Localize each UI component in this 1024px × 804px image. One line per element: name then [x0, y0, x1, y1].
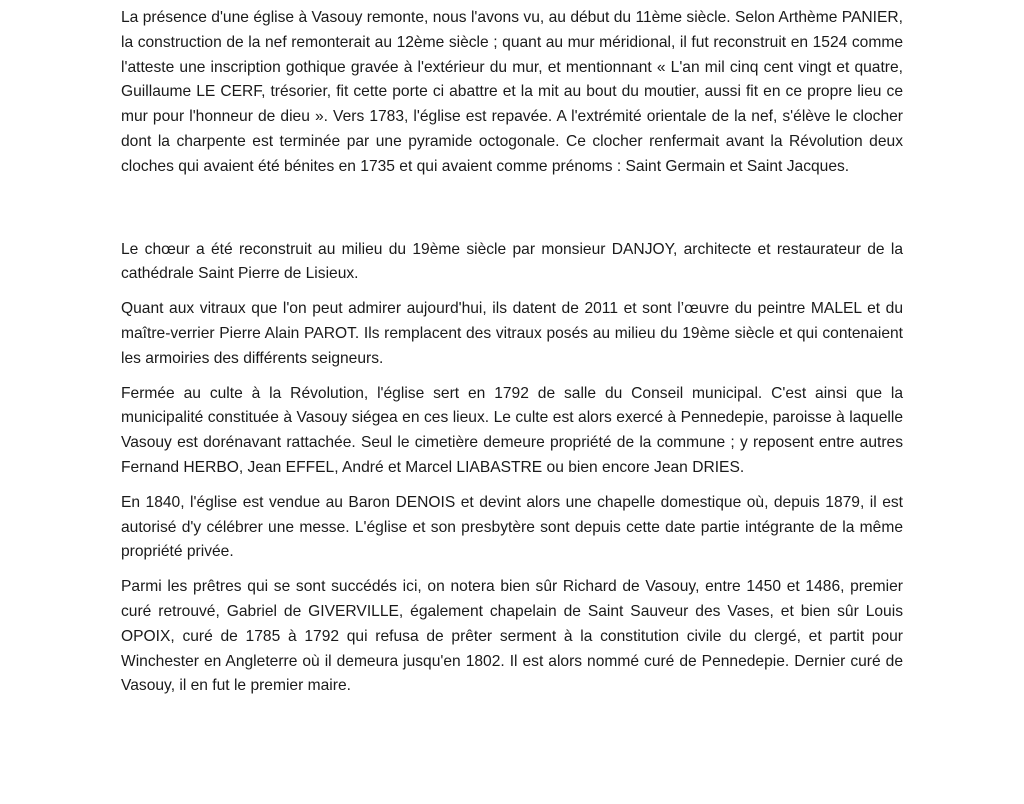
paragraph-stained-glass: Quant aux vitraux que l'on peut admirer aujourd'hui, ils datent de 2011 et sont l’œuvre du peintre MALEL et du maître-verrier Pierre Alain PAROT. Ils remplacent des vitraux posés au milieu du 19ème siècle et qui contenaient les armoiries des différents seigneurs. [121, 300, 903, 367]
document-page [121, 6, 903, 699]
paragraph-revolution: Fermée au culte à la Révolution, l'église sert en 1792 de salle du Conseil municipal. C'est ainsi que la municipalité constituée à Vasouy siégea en ces lieux. Le culte est alors exercé à Pennedepie, paroisse à laquelle Vasouy est dorénavant rattachée. Seul le cimetière demeure propriété de la commune ; y reposent entre autres Fernand HERBO, Jean EFFEL, André et Marcel LIABASTRE ou bien encore Jean DRIES. [121, 384, 903, 476]
paragraph-choir: Le chœur a été reconstruit au milieu du 19ème siècle par monsieur DANJOY, architecte et restaurateur de la cathédrale Saint Pierre de Lisieux. [121, 240, 903, 283]
paragraph-sale-1840: En 1840, l'église est vendue au Baron DENOIS et devint alors une chapelle domestique où, depuis 1879, il est autorisé d'y célébrer une messe. L'église et son presbytère sont depuis cette date partie intégrante de la même propriété privée. [121, 493, 903, 561]
paragraph-priests: Parmi les prêtres qui se sont succédés ici, on notera bien sûr Richard de Vasouy, entre 1450 et 1486, premier curé retrouvé, Gabriel de GIVERVILLE, également chapelain de Saint Sauveur des Vases, et bien sûr Louis OPOIX, curé de 1785 à 1792 qui refusa de prêter serment à la constitution civile du clergé, et partit pour Winchester en Angleterre où il demeura jusqu'en 1802. Il est alors nommé curé de Pennedepie. Dernier curé de Vasouy, il en fut le premier maire. [121, 578, 903, 695]
paragraph-church-origins: La présence d'une église à Vasouy remonte, nous l'avons vu, au début du 11ème siècle. Selon Arthème PANIER, la construction de la nef remonterait au 12ème siècle ; quant au mur méridional, il fut reconstruit en 1524 comme l'atteste une inscription gothique gravée à l'extérieur du mur, et mentionnant « L'an mil cinq cent vingt et quatre, Guillaume LE CERF, trésorier, fit cette porte ci abattre et la mit au bout du moutier, aussi fit en ce propre lieu ce mur pour l'honneur de dieu ». Vers 1783, l'église est repavée. A l'extrémité orientale de la nef, s'élève le clocher dont la charpente est terminée par une pyramide octogonale. Ce clocher renfermait avant la Révolution deux cloches qui avaient été bénites en 1735 et qui avaient comme prénoms : Saint Germain et Saint Jacques. [121, 9, 903, 175]
